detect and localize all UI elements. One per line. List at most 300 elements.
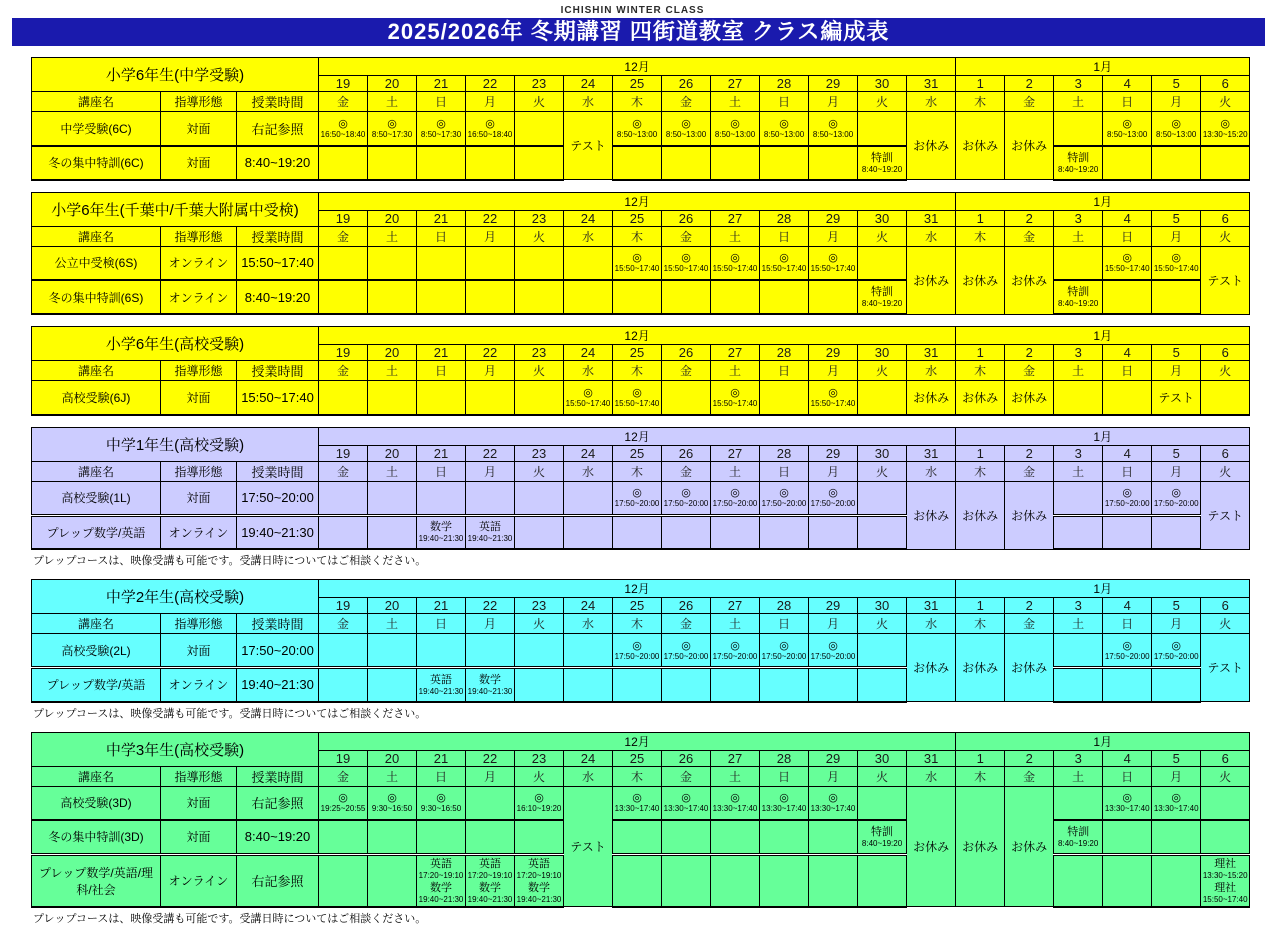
course-time: 15:50~17:40 [237, 246, 319, 280]
prep-course-footnote: プレップコースは、映像受講も可能です。受講日時についてはご相談ください。 [33, 912, 427, 925]
session-mark: ◎ [730, 639, 740, 652]
session-time: 8:50~13:00 [665, 129, 707, 139]
session-mark: ◎ [1122, 252, 1132, 265]
date-header: 6 [1201, 210, 1250, 226]
schedule-cell [809, 668, 858, 702]
schedule-entry [417, 882, 465, 904]
schedule-cell [368, 146, 417, 180]
date-header: 22 [466, 750, 515, 766]
schedule-cell [1152, 668, 1201, 702]
entry-time: 19:40~21:30 [467, 894, 513, 904]
day-header: 日 [1103, 92, 1152, 112]
day-header: 土 [711, 766, 760, 786]
day-header: 日 [417, 614, 466, 634]
date-header: 3 [1054, 345, 1103, 361]
session-time: 8:50~13:00 [714, 129, 756, 139]
session-time: 17:50~20:00 [761, 651, 807, 661]
session-time: 8:40~19:20 [861, 164, 903, 174]
session-time: 13:30~17:40 [1153, 804, 1199, 814]
date-header: 4 [1103, 750, 1152, 766]
session-mark: ◎ [632, 792, 642, 805]
schedule-cell [1152, 854, 1201, 907]
session-mark: ◎ [828, 386, 838, 399]
schedule-cell [1152, 246, 1201, 280]
schedule-cell [760, 381, 809, 415]
session-time: 16:50~18:40 [320, 129, 366, 139]
day-header: 水 [907, 614, 956, 634]
day-header: 日 [417, 766, 466, 786]
schedule-cell [1054, 481, 1103, 515]
schedule-cell [858, 481, 907, 515]
day-header: 日 [760, 461, 809, 481]
session-time: 15:50~17:40 [810, 264, 856, 274]
day-header: 日 [1103, 361, 1152, 381]
date-header: 4 [1103, 76, 1152, 92]
schedule-cell [515, 634, 564, 668]
column-header-time: 授業時間 [237, 361, 319, 381]
session-time: 19:25~20:55 [320, 804, 366, 814]
day-header: 火 [515, 766, 564, 786]
day-header: 金 [319, 92, 368, 112]
session-mark: ◎ [338, 792, 348, 805]
schedule-cell [760, 668, 809, 702]
month-header: 1月 [956, 427, 1250, 445]
session-time: 19:40~21:30 [467, 534, 513, 544]
merged-note-cell: お休み [1005, 634, 1054, 702]
day-header: 火 [858, 92, 907, 112]
day-header: 土 [368, 461, 417, 481]
day-header: 金 [662, 614, 711, 634]
session-mark: ◎ [436, 792, 446, 805]
class-section [31, 326, 1265, 416]
course-format: オンライン [161, 515, 237, 549]
schedule-cell [1103, 854, 1152, 907]
day-header: 木 [956, 361, 1005, 381]
session-mark: ◎ [632, 639, 642, 652]
date-header: 2 [1005, 76, 1054, 92]
schedule-cell [466, 786, 515, 820]
merged-note-cell: お休み [907, 381, 956, 415]
day-header: 日 [1103, 461, 1152, 481]
date-header: 26 [662, 598, 711, 614]
day-header: 月 [1152, 614, 1201, 634]
session-mark: ◎ [1220, 117, 1230, 130]
session-mark: ◎ [828, 252, 838, 265]
day-header: 月 [466, 92, 515, 112]
schedule-entry [515, 858, 563, 880]
schedule-cell [1103, 668, 1152, 702]
session-time: 15:50~17:40 [663, 264, 709, 274]
session-time: 8:50~17:30 [420, 129, 462, 139]
schedule-cell [319, 854, 368, 907]
date-header: 1 [956, 445, 1005, 461]
schedule-cell [858, 280, 907, 314]
page-title-banner: 2025/2026年 冬期講習 四街道教室 クラス編成表 [12, 18, 1265, 46]
schedule-cell [1152, 112, 1201, 146]
course-time: 右記参照 [237, 786, 319, 820]
day-header: 水 [907, 461, 956, 481]
class-section [31, 579, 1265, 721]
day-header: 火 [858, 226, 907, 246]
course-row [32, 634, 1250, 668]
day-header: 月 [466, 461, 515, 481]
entry-subject: 理社 [1214, 881, 1237, 894]
session-time: 13:30~17:40 [810, 804, 856, 814]
session-label: 特訓 [1067, 825, 1090, 838]
day-header: 水 [564, 614, 613, 634]
month-header: 1月 [956, 732, 1250, 750]
schedule-cell [1054, 381, 1103, 415]
schedule-cell [319, 481, 368, 515]
date-header: 23 [515, 750, 564, 766]
date-header: 6 [1201, 445, 1250, 461]
schedule-cell [809, 246, 858, 280]
schedule-cell [1201, 146, 1250, 180]
class-section [31, 427, 1265, 569]
session-time: 8:50~13:00 [616, 129, 658, 139]
day-header: 水 [907, 226, 956, 246]
day-header: 土 [368, 361, 417, 381]
date-header: 28 [760, 750, 809, 766]
schedule-cell [466, 112, 515, 146]
session-time: 13:30~17:40 [761, 804, 807, 814]
entry-time: 19:40~21:30 [418, 894, 464, 904]
schedule-cell [515, 381, 564, 415]
date-header: 31 [907, 76, 956, 92]
session-time: 19:40~21:30 [418, 686, 464, 696]
column-header-format: 指導形態 [161, 614, 237, 634]
schedule-cell [662, 481, 711, 515]
day-header: 日 [1103, 766, 1152, 786]
session-mark: ◎ [534, 792, 544, 805]
date-header: 20 [368, 598, 417, 614]
schedule-cell [809, 112, 858, 146]
date-header: 24 [564, 750, 613, 766]
session-label: 特訓 [871, 151, 894, 164]
date-header: 2 [1005, 598, 1054, 614]
date-header: 2 [1005, 345, 1054, 361]
entry-subject: 英語 [479, 857, 502, 870]
day-header: 日 [760, 766, 809, 786]
day-header: 金 [662, 461, 711, 481]
schedule-table [31, 732, 1250, 908]
day-header: 月 [466, 361, 515, 381]
session-time: 8:40~19:20 [861, 299, 903, 308]
day-header: 金 [662, 766, 711, 786]
schedule-cell [858, 634, 907, 668]
date-header: 3 [1054, 76, 1103, 92]
schedule-table [31, 57, 1250, 181]
date-header: 31 [907, 750, 956, 766]
session-mark: ◎ [779, 639, 789, 652]
date-header: 4 [1103, 598, 1152, 614]
day-header: 月 [1152, 92, 1201, 112]
day-header: 月 [809, 226, 858, 246]
schedule-cell [1103, 481, 1152, 515]
schedule-cell [417, 246, 466, 280]
schedule-cell [711, 146, 760, 180]
column-header-time: 授業時間 [237, 614, 319, 634]
day-header: 土 [1054, 614, 1103, 634]
month-header: 1月 [956, 327, 1250, 345]
merged-note-cell: お休み [1005, 481, 1054, 549]
schedule-cell [564, 481, 613, 515]
course-row [32, 146, 1250, 180]
session-time: 15:50~17:40 [712, 398, 758, 408]
course-name: プレップ数学/英語 [32, 515, 161, 549]
date-header: 19 [319, 445, 368, 461]
day-header: 金 [319, 766, 368, 786]
schedule-cell [662, 246, 711, 280]
course-name: プレップ数学/英語/理科/社会 [32, 854, 161, 907]
date-header: 29 [809, 750, 858, 766]
date-header: 20 [368, 210, 417, 226]
date-header: 21 [417, 210, 466, 226]
class-section [31, 57, 1265, 181]
schedule-cell [515, 668, 564, 702]
date-header: 26 [662, 345, 711, 361]
schedule-cell [1103, 146, 1152, 180]
day-header: 火 [858, 766, 907, 786]
date-header: 31 [907, 598, 956, 614]
schedule-cell [417, 854, 466, 907]
day-header: 土 [368, 92, 417, 112]
schedule-cell [515, 786, 564, 820]
date-header: 3 [1054, 750, 1103, 766]
schedule-cell [1054, 246, 1103, 280]
date-header: 5 [1152, 750, 1201, 766]
date-header: 22 [466, 598, 515, 614]
date-header: 5 [1152, 210, 1201, 226]
month-header: 12月 [319, 580, 956, 598]
session-mark: ◎ [583, 386, 593, 399]
schedule-entry [1201, 882, 1249, 904]
session-time: 13:30~17:40 [614, 804, 660, 814]
session-time: 8:50~13:00 [1156, 129, 1197, 139]
date-header: 24 [564, 445, 613, 461]
schedule-cell [417, 112, 466, 146]
session-time: 16:50~18:40 [467, 129, 513, 139]
schedule-cell [809, 820, 858, 854]
prep-course-footnote: プレップコースは、映像受講も可能です。受講日時についてはご相談ください。 [33, 707, 427, 720]
schedule-cell [319, 668, 368, 702]
date-header: 19 [319, 598, 368, 614]
schedule-cell [417, 786, 466, 820]
date-header: 2 [1005, 445, 1054, 461]
session-label: 英語 [479, 521, 502, 534]
schedule-cell [613, 280, 662, 314]
merged-note-cell: お休み [1005, 786, 1054, 907]
date-header: 27 [711, 76, 760, 92]
session-mark: ◎ [730, 117, 740, 130]
day-header: 月 [809, 614, 858, 634]
merged-note-cell: お休み [1005, 246, 1054, 314]
date-header: 21 [417, 345, 466, 361]
session-time: 15:50~17:40 [1104, 264, 1150, 274]
date-header: 27 [711, 750, 760, 766]
column-header-course: 講座名 [32, 226, 161, 246]
schedule-cell [662, 515, 711, 549]
schedule-cell [1103, 280, 1152, 314]
merged-note-cell: お休み [1005, 381, 1054, 415]
day-header: 土 [1054, 361, 1103, 381]
entry-time: 17:20~19:10 [467, 870, 513, 880]
schedule-cell [319, 786, 368, 820]
schedule-cell [1152, 146, 1201, 180]
session-time: 9:30~16:50 [371, 804, 413, 814]
schedule-cell [613, 481, 662, 515]
session-mark: ◎ [1171, 252, 1181, 265]
date-header: 25 [613, 76, 662, 92]
schedule-cell [515, 854, 564, 907]
date-header: 31 [907, 445, 956, 461]
day-header: 日 [1103, 614, 1152, 634]
section-title: 中学3年生(高校受験) [32, 732, 319, 766]
schedule-cell [613, 515, 662, 549]
course-time: 19:40~21:30 [237, 668, 319, 702]
schedule-cell [515, 820, 564, 854]
session-time: 17:50~20:00 [761, 499, 807, 508]
date-header: 28 [760, 210, 809, 226]
date-header: 4 [1103, 345, 1152, 361]
day-header: 火 [515, 226, 564, 246]
date-header: 20 [368, 345, 417, 361]
schedule-table [31, 427, 1250, 551]
schedule-cell [368, 820, 417, 854]
merged-note-cell: お休み [956, 246, 1005, 314]
session-time: 19:40~21:30 [467, 686, 513, 696]
schedule-cell [368, 786, 417, 820]
prep-course-footnote: プレップコースは、映像受講も可能です。受講日時についてはご相談ください。 [33, 555, 427, 567]
schedule-cell [613, 381, 662, 415]
schedule-cell [858, 146, 907, 180]
schedule-cell [711, 481, 760, 515]
day-header: 金 [1005, 461, 1054, 481]
schedule-cell [760, 854, 809, 907]
date-header: 3 [1054, 210, 1103, 226]
day-header: 月 [809, 92, 858, 112]
schedule-cell [417, 820, 466, 854]
schedule-cell [368, 634, 417, 668]
column-header-format: 指導形態 [161, 226, 237, 246]
month-header: 1月 [956, 58, 1250, 76]
day-header: 土 [1054, 766, 1103, 786]
session-mark: ◎ [632, 117, 642, 130]
session-mark: ◎ [632, 386, 642, 399]
session-mark: ◎ [1122, 639, 1132, 652]
course-row [32, 515, 1250, 549]
course-name: 冬の集中特訓(6S) [32, 280, 161, 314]
session-time: 8:50~13:00 [812, 129, 854, 139]
day-header: 木 [956, 614, 1005, 634]
entry-time: 19:40~21:30 [516, 894, 562, 904]
schedule-cell [1201, 786, 1250, 820]
schedule-cell [760, 246, 809, 280]
session-time: 8:40~19:20 [1058, 299, 1099, 308]
date-header: 29 [809, 345, 858, 361]
day-header: 金 [1005, 361, 1054, 381]
date-header: 4 [1103, 445, 1152, 461]
schedule-cell [1103, 515, 1152, 549]
column-header-format: 指導形態 [161, 766, 237, 786]
date-header: 1 [956, 210, 1005, 226]
merged-note-cell: お休み [907, 786, 956, 907]
entry-time: 17:20~19:10 [418, 870, 464, 880]
session-time: 17:50~20:00 [810, 499, 856, 508]
date-header: 2 [1005, 210, 1054, 226]
day-header: 金 [319, 361, 368, 381]
date-header: 20 [368, 750, 417, 766]
entry-subject: 英語 [528, 857, 551, 870]
date-header: 29 [809, 210, 858, 226]
date-header: 30 [858, 598, 907, 614]
schedule-cell [711, 634, 760, 668]
day-header: 月 [466, 614, 515, 634]
course-time: 右記参照 [237, 854, 319, 907]
column-header-course: 講座名 [32, 92, 161, 112]
course-time: 8:40~19:20 [237, 146, 319, 180]
schedule-cell [858, 820, 907, 854]
schedule-cell [760, 786, 809, 820]
session-mark: ◎ [730, 386, 740, 399]
schedule-cell [1201, 112, 1250, 146]
date-header: 25 [613, 345, 662, 361]
date-header: 4 [1103, 210, 1152, 226]
date-header: 23 [515, 345, 564, 361]
day-header: 水 [907, 766, 956, 786]
date-header: 26 [662, 76, 711, 92]
day-header: 火 [515, 361, 564, 381]
date-header: 26 [662, 750, 711, 766]
schedule-cell [1054, 668, 1103, 702]
schedule-entry [466, 858, 514, 880]
date-header: 27 [711, 345, 760, 361]
schedule-cell [368, 854, 417, 907]
schedule-cell [1103, 112, 1152, 146]
session-label: 英語 [430, 673, 453, 686]
schedule-cell [613, 786, 662, 820]
schedule-cell [1103, 381, 1152, 415]
session-mark: ◎ [1171, 639, 1181, 652]
schedule-cell [809, 634, 858, 668]
course-row [32, 112, 1250, 146]
session-time: 17:50~20:00 [712, 499, 758, 508]
date-header: 31 [907, 210, 956, 226]
session-mark: ◎ [779, 792, 789, 805]
date-header: 6 [1201, 76, 1250, 92]
day-header: 土 [711, 361, 760, 381]
date-header: 25 [613, 445, 662, 461]
session-mark: ◎ [1171, 117, 1181, 130]
date-header: 19 [319, 345, 368, 361]
schedule-cell [466, 668, 515, 702]
schedule-cell [858, 786, 907, 820]
column-header-time: 授業時間 [237, 461, 319, 481]
schedule-cell [760, 515, 809, 549]
course-time: 8:40~19:20 [237, 820, 319, 854]
schedule-cell [1152, 786, 1201, 820]
day-header: 水 [564, 92, 613, 112]
schedule-cell [613, 112, 662, 146]
course-format: オンライン [161, 668, 237, 702]
merged-note-cell: テスト [1152, 381, 1201, 415]
schedule-entry [515, 882, 563, 904]
day-header: 日 [417, 361, 466, 381]
schedule-cell [711, 668, 760, 702]
course-name: 高校受験(6J) [32, 381, 161, 415]
section-title: 小学6年生(高校受験) [32, 327, 319, 361]
entry-subject: 英語 [430, 857, 453, 870]
